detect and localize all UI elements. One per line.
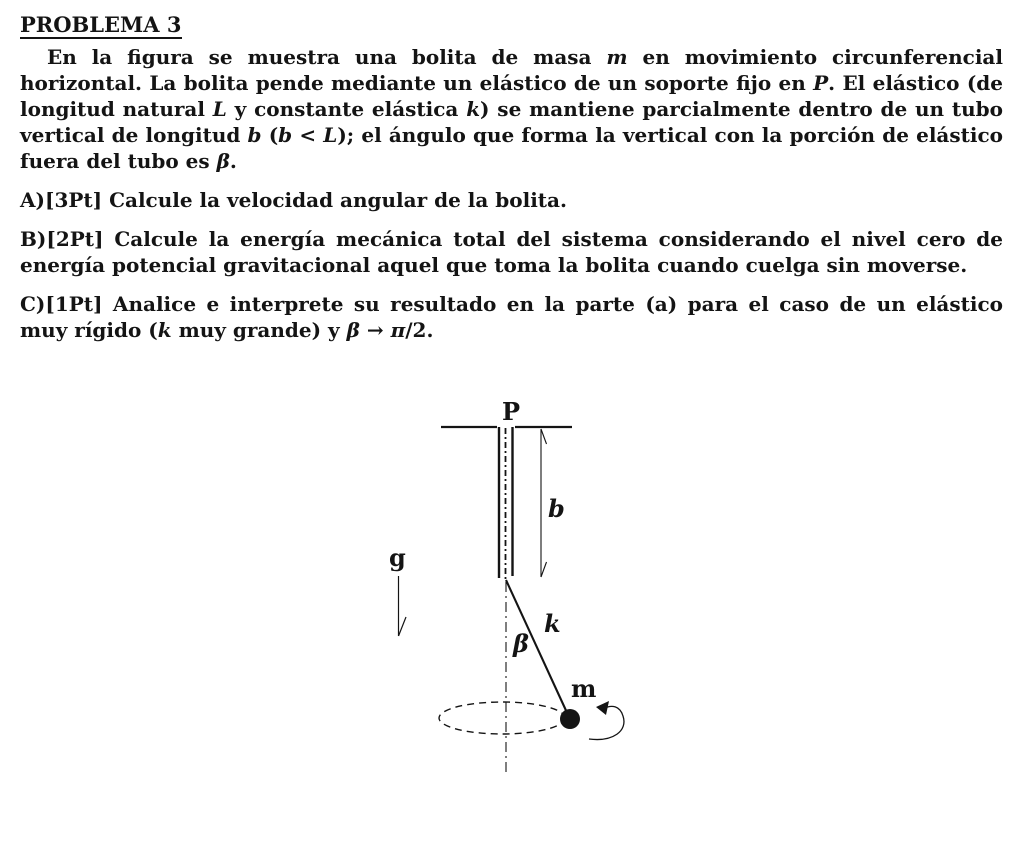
mass-ball xyxy=(560,709,580,729)
elastic-outside-tube xyxy=(506,580,569,717)
label-elastic-constant: k xyxy=(544,609,561,638)
rotation-arrow-head-icon xyxy=(596,701,609,715)
b-dimension-arrow-top xyxy=(541,429,547,444)
label-mass: m xyxy=(571,674,597,703)
b-dimension-arrow-bottom xyxy=(541,562,547,577)
item-c: C)[1Pt] Analice e interprete su resultado en la parte (a) para el caso de un elástico muy rígido (k muy grande) y β → π/2. xyxy=(20,292,1003,342)
rotation-arrow-arc xyxy=(589,706,624,739)
label-gravity: g xyxy=(389,543,406,572)
label-support-point: P xyxy=(501,397,521,426)
label-angle-beta: β xyxy=(513,629,529,658)
label-tube-length: b xyxy=(548,494,565,523)
problem-heading-text: PROBLEMA 3 xyxy=(20,12,182,37)
circular-path-ellipse xyxy=(439,702,565,734)
gravity-arrow-head xyxy=(399,617,407,636)
problem-heading xyxy=(20,11,1003,39)
item-a: A)[3Pt] Calcule la velocidad angular de la bolita. xyxy=(20,188,567,212)
item-b: B)[2Pt] Calcule la energía mecánica total del sistema considerando el nivel cero de energía potencial gravitacional aquel que toma la bolita cuando cuelga sin moverse. xyxy=(20,227,1003,277)
problem-statement: En la figura se muestra una bolita de masa m en movimiento circunferencial horizontal. La bolita pende mediante un elástico de un soporte fijo en P. El elástico (de longitud natural L y constante elástica k) se mantiene parcialmente dentro de un tubo vertical de longitud b (b < L); el ángulo que forma la vertical con la porción de elástico fuera del tubo es β. xyxy=(20,45,1004,173)
